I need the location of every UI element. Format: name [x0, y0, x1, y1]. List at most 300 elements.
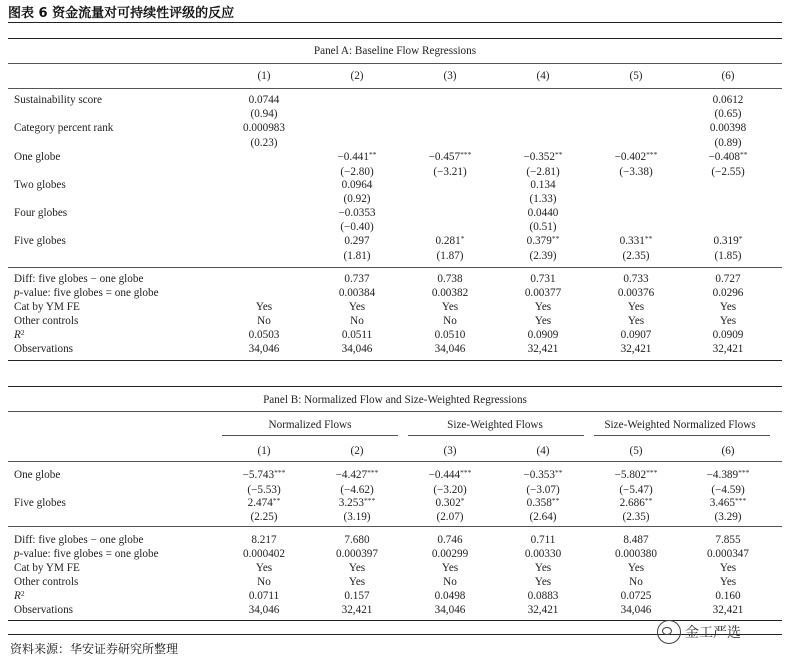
cell-value: 0.0511 [341, 329, 373, 341]
table-cell [591, 166, 681, 179]
row-label: p-value: five globes = one globe [14, 548, 159, 560]
cell-value: (−0.40) [340, 221, 374, 233]
panel-a-header-rule [8, 88, 782, 89]
cell-value: 0.281 [435, 235, 461, 247]
stat-cell [683, 576, 773, 589]
stat-cell [312, 329, 402, 342]
table-cell [405, 497, 495, 510]
row-label: Observations [14, 604, 74, 616]
cell-value: (2.07) [436, 511, 464, 523]
table-cell [219, 94, 309, 107]
table-cell [498, 497, 588, 510]
group-header: Size-Weighted Normalized Flows [604, 419, 756, 431]
cell-value: 0.711 [530, 534, 556, 546]
cell-value: (1.85) [714, 250, 742, 262]
stat-cell [683, 273, 773, 286]
row-label: One globe [14, 151, 61, 163]
cell-value: 0.00382 [431, 287, 469, 299]
table-cell [219, 137, 309, 150]
row-label: $R^2$ [14, 589, 25, 602]
stat-cell [498, 287, 588, 300]
significance-stars: ** [739, 150, 748, 159]
title-divider [8, 22, 782, 23]
cell-value: 0.000380 [615, 548, 657, 560]
table-cell [683, 484, 773, 497]
stat-cell [312, 301, 402, 314]
panel-b-title: Panel B: Normalized Flow and Size-Weighted Regressions [263, 394, 527, 406]
cell-value: 2.474 [247, 497, 273, 509]
column-header: (5) [629, 445, 643, 457]
cell-value: 0.0744 [248, 94, 280, 106]
table-cell [405, 484, 495, 497]
stat-cell [498, 534, 588, 547]
row-label: One globe [14, 469, 61, 481]
stat-cell [683, 534, 773, 547]
cell-value: 8.217 [251, 534, 277, 546]
cell-value: 0.00384 [338, 287, 376, 299]
table-cell [219, 469, 309, 482]
cell-value: 0.0503 [248, 329, 280, 341]
stat-cell [312, 534, 402, 547]
stat-cell [591, 576, 681, 589]
cell-value: (1.33) [529, 193, 557, 205]
cell-value: 0.0964 [341, 179, 373, 191]
panel-a-top-rule [8, 38, 782, 39]
stat-cell [591, 562, 681, 575]
stat-cell [219, 343, 309, 356]
table-cell [312, 151, 402, 164]
cell-value: 34,046 [434, 604, 466, 616]
cell-value: 0.00376 [617, 287, 655, 299]
wechat-icon [657, 620, 681, 644]
row-label: $R^2$ [14, 328, 25, 341]
table-cell [312, 497, 402, 510]
stat-cell [498, 562, 588, 575]
table-cell [312, 511, 402, 524]
cell-value: (0.92) [343, 193, 371, 205]
cell-value: Yes [348, 301, 366, 313]
row-label: Cat by YM FE [14, 301, 80, 313]
cell-value: (−5.47) [619, 484, 653, 496]
row-label: Diff: five globes − one globe [14, 534, 144, 546]
table-cell [591, 511, 681, 524]
cell-value: 0.000983 [243, 122, 285, 134]
cell-value: Yes [627, 562, 645, 574]
cell-value: No [443, 315, 457, 327]
column-header: (1) [257, 445, 271, 457]
cell-value: (−2.81) [526, 166, 560, 178]
stat-cell [683, 287, 773, 300]
table-cell [591, 151, 681, 164]
significance-stars: ** [551, 496, 560, 505]
stat-cell [405, 301, 495, 314]
significance-stars: *** [646, 150, 658, 159]
row-label: Other controls [14, 315, 79, 327]
cell-value: 7.855 [715, 534, 741, 546]
stat-cell [405, 576, 495, 589]
stat-cell [591, 329, 681, 342]
table-cell [219, 108, 309, 121]
stat-cell [405, 548, 495, 561]
stat-cell [312, 562, 402, 575]
cell-value: (2.25) [250, 511, 278, 523]
cell-value: (−2.55) [711, 166, 745, 178]
cell-value: (0.65) [714, 108, 742, 120]
table-cell [683, 511, 773, 524]
cell-value: 0.379 [526, 235, 552, 247]
column-header: (3) [443, 70, 457, 82]
cell-value: −4.427 [335, 469, 368, 481]
stat-cell [683, 315, 773, 328]
stat-cell [498, 273, 588, 286]
stat-cell [405, 343, 495, 356]
stat-cell [683, 548, 773, 561]
cell-value: Yes [719, 576, 737, 588]
significance-stars: ** [272, 496, 281, 505]
stat-cell [312, 576, 402, 589]
significance-stars: *** [460, 468, 472, 477]
stat-cell [498, 576, 588, 589]
table-cell [683, 94, 773, 107]
table-cell [498, 221, 588, 234]
cell-value: Yes [534, 576, 552, 588]
cell-value: Yes [348, 576, 366, 588]
cell-value: −0.441 [337, 151, 369, 163]
cell-value: (−3.07) [526, 484, 560, 496]
cell-value: (1.81) [343, 250, 371, 262]
stat-cell [591, 590, 681, 603]
table-cell [312, 221, 402, 234]
cell-value: 34,046 [248, 343, 280, 355]
row-label: Cat by YM FE [14, 562, 80, 574]
cell-value: (−5.53) [247, 484, 281, 496]
significance-stars: *** [460, 150, 472, 159]
column-header: (5) [629, 70, 643, 82]
group-header: Normalized Flows [268, 419, 352, 431]
table-cell [683, 151, 773, 164]
table-cell [683, 235, 773, 248]
stat-cell [312, 548, 402, 561]
column-header: (2) [350, 70, 364, 82]
cell-value: 32,421 [527, 343, 559, 355]
table-cell [405, 166, 495, 179]
cell-value: Yes [719, 315, 737, 327]
cell-value: 2.686 [619, 497, 645, 509]
cell-value: 0.00330 [524, 548, 562, 560]
cell-value: 0.00377 [524, 287, 562, 299]
cell-value: No [257, 576, 271, 588]
significance-stars: ** [644, 496, 653, 505]
cell-value: 0.157 [344, 590, 370, 602]
cell-value: 0.000397 [336, 548, 378, 560]
cell-value: 0.0498 [434, 590, 466, 602]
stat-cell [498, 301, 588, 314]
table-cell [683, 122, 773, 135]
cell-value: 0.727 [715, 273, 741, 285]
cell-value: −4.389 [706, 469, 739, 481]
table-cell [498, 250, 588, 263]
stat-cell [219, 301, 309, 314]
table-cell [219, 511, 309, 524]
cell-value: 0.746 [437, 534, 463, 546]
table-cell [498, 484, 588, 497]
stat-cell [683, 590, 773, 603]
cell-value: Yes [534, 315, 552, 327]
table-cell [312, 484, 402, 497]
cell-value: (2.35) [622, 250, 650, 262]
cell-value: 0.000347 [707, 548, 749, 560]
cell-value: Yes [255, 562, 273, 574]
row-label: p-value: five globes = one globe [14, 287, 159, 299]
significance-stars: * [460, 496, 465, 505]
cell-value: No [629, 576, 643, 588]
stat-cell [312, 287, 402, 300]
table-cell [683, 497, 773, 510]
stat-cell [405, 329, 495, 342]
table-cell [405, 250, 495, 263]
cell-value: 0.0907 [620, 329, 652, 341]
significance-stars: * [460, 234, 465, 243]
table-cell [312, 469, 402, 482]
stat-cell [498, 315, 588, 328]
row-label: Observations [14, 343, 74, 355]
stat-cell [219, 534, 309, 547]
table-cell [498, 511, 588, 524]
table-cell [498, 207, 588, 220]
cell-value: No [257, 315, 271, 327]
cell-value: Yes [719, 562, 737, 574]
cell-value: (0.94) [250, 108, 278, 120]
cell-value: 0.0909 [527, 329, 559, 341]
stat-cell [591, 273, 681, 286]
panel-b-stats-rule [8, 526, 782, 527]
table-cell [405, 511, 495, 524]
cell-value: −0.408 [708, 151, 740, 163]
cell-value: 8.487 [623, 534, 649, 546]
cell-value: 0.0440 [527, 207, 559, 219]
cell-value: 32,421 [527, 604, 559, 616]
table-cell [591, 469, 681, 482]
stat-cell [405, 534, 495, 547]
group-header: Size-Weighted Flows [447, 419, 543, 431]
panel-a-title: Panel A: Baseline Flow Regressions [313, 45, 477, 57]
table-cell [591, 250, 681, 263]
cell-value: 3.465 [709, 497, 735, 509]
row-label: Other controls [14, 576, 79, 588]
stat-cell [498, 604, 588, 617]
cell-value: (−4.59) [711, 484, 745, 496]
cell-value: No [443, 576, 457, 588]
stat-cell [591, 301, 681, 314]
stat-cell [312, 604, 402, 617]
stat-cell [591, 343, 681, 356]
table-cell [498, 179, 588, 192]
cell-value: (0.51) [529, 221, 557, 233]
cell-value: −0.402 [614, 151, 647, 163]
significance-stars: ** [551, 234, 560, 243]
stat-cell [219, 315, 309, 328]
significance-stars: ** [554, 468, 563, 477]
row-label: Two globes [14, 179, 66, 191]
table-cell [498, 151, 588, 164]
table-cell [498, 235, 588, 248]
stat-cell [405, 604, 495, 617]
cell-value: Yes [534, 301, 552, 313]
significance-stars: *** [734, 496, 747, 505]
stat-cell [683, 604, 773, 617]
cell-value: −0.0353 [338, 207, 376, 219]
row-label: Diff: five globes − one globe [14, 273, 144, 285]
stat-cell [219, 329, 309, 342]
cell-value: 0.0725 [620, 590, 652, 602]
table-cell [591, 497, 681, 510]
significance-stars: ** [644, 234, 653, 243]
significance-stars: *** [274, 468, 286, 477]
cell-value: (2.39) [529, 250, 557, 262]
stat-cell [219, 562, 309, 575]
panel-b-header-rule [8, 461, 782, 462]
table-cell [219, 484, 309, 497]
stat-cell [591, 315, 681, 328]
table-cell [683, 137, 773, 150]
cell-value: −0.353 [523, 469, 555, 481]
cell-value: 0.0883 [527, 590, 559, 602]
cell-value: (−3.38) [619, 166, 653, 178]
row-label: Sustainability score [14, 94, 102, 106]
table-cell [498, 166, 588, 179]
stat-cell [312, 343, 402, 356]
cell-value: 0.0510 [434, 329, 466, 341]
stat-cell [405, 590, 495, 603]
stat-cell [683, 562, 773, 575]
column-header: (6) [721, 445, 735, 457]
column-header: (3) [443, 445, 457, 457]
significance-stars: *** [367, 468, 379, 477]
significance-stars: * [738, 234, 743, 243]
cell-value: 0.0296 [712, 287, 744, 299]
table-cell [405, 235, 495, 248]
panel-a-bottom-rule [8, 360, 782, 361]
stat-cell [591, 548, 681, 561]
cell-value: 0.0612 [712, 94, 744, 106]
stat-cell [405, 273, 495, 286]
cell-value: No [350, 315, 364, 327]
stat-cell [498, 329, 588, 342]
cell-value: (1.87) [436, 250, 464, 262]
cell-value: (−3.20) [433, 484, 467, 496]
table-cell [312, 235, 402, 248]
cell-value: −5.743 [242, 469, 275, 481]
cell-value: Yes [255, 301, 273, 313]
watermark-logo [657, 620, 741, 644]
cell-value: Yes [627, 301, 645, 313]
table-cell [405, 151, 495, 164]
significance-stars: ** [368, 150, 377, 159]
stat-cell [683, 343, 773, 356]
cell-value: 34,046 [434, 343, 466, 355]
cell-value: 0.0909 [712, 329, 744, 341]
stat-cell [405, 315, 495, 328]
column-header: (4) [536, 445, 550, 457]
stat-cell [312, 590, 402, 603]
cell-value: (3.29) [714, 511, 742, 523]
stat-cell [219, 604, 309, 617]
significance-stars: *** [646, 468, 658, 477]
cell-value: 0.00398 [709, 122, 747, 134]
cell-value: Yes [534, 562, 552, 574]
cell-value: 0.319 [713, 235, 739, 247]
column-header: (1) [257, 70, 271, 82]
cell-value: (2.64) [529, 511, 557, 523]
cell-value: 0.134 [530, 179, 556, 191]
stat-cell [405, 562, 495, 575]
cell-value: −0.352 [523, 151, 555, 163]
panel-b-top-rule [8, 386, 782, 387]
cell-value: 0.302 [435, 497, 461, 509]
stat-cell [683, 301, 773, 314]
cell-value: 0.160 [715, 590, 741, 602]
stat-cell [219, 576, 309, 589]
cell-value: 32,421 [620, 343, 652, 355]
cell-value: −0.444 [428, 469, 461, 481]
table-cell [591, 484, 681, 497]
significance-stars: *** [738, 468, 750, 477]
row-label: Five globes [14, 497, 66, 509]
source-note: 资料来源：华安证券研究所整理 [10, 642, 179, 656]
panel-a-title-rule [8, 63, 782, 64]
cell-value: 34,046 [341, 343, 373, 355]
table-cell [591, 235, 681, 248]
stat-cell [312, 273, 402, 286]
cell-value: 32,421 [712, 604, 744, 616]
stat-cell [683, 329, 773, 342]
cell-value: (2.35) [622, 511, 650, 523]
cell-value: (3.19) [343, 511, 371, 523]
cell-value: 34,046 [620, 604, 652, 616]
table-cell [312, 250, 402, 263]
table-cell [219, 122, 309, 135]
table-cell [219, 497, 309, 510]
cell-value: (−4.62) [340, 484, 374, 496]
table-cell [683, 166, 773, 179]
cell-value: 7.680 [344, 534, 370, 546]
cell-value: 32,421 [712, 343, 744, 355]
stat-cell [591, 287, 681, 300]
cell-value: (0.89) [714, 137, 742, 149]
figure-title: 图表 6 资金流量对可持续性评级的反应 [8, 6, 235, 21]
cell-value: 0.000402 [243, 548, 285, 560]
cell-value: 3.253 [338, 497, 364, 509]
cell-value: 0.297 [344, 235, 370, 247]
column-header: (4) [536, 70, 550, 82]
panel-b-group-rule-2 [408, 435, 584, 436]
cell-value: 0.331 [619, 235, 645, 247]
stat-cell [498, 548, 588, 561]
stat-cell [498, 343, 588, 356]
cell-value: (0.23) [250, 137, 278, 149]
row-label: Category percent rank [14, 122, 114, 134]
cell-value: 0.00299 [431, 548, 469, 560]
cell-value: Yes [719, 301, 737, 313]
cell-value: 0.358 [526, 497, 552, 509]
cell-value: 0.733 [623, 273, 649, 285]
significance-stars: ** [554, 150, 563, 159]
table-cell [683, 469, 773, 482]
cell-value: 34,046 [248, 604, 280, 616]
table-cell [405, 469, 495, 482]
table-cell [683, 250, 773, 263]
significance-stars: *** [363, 496, 376, 505]
